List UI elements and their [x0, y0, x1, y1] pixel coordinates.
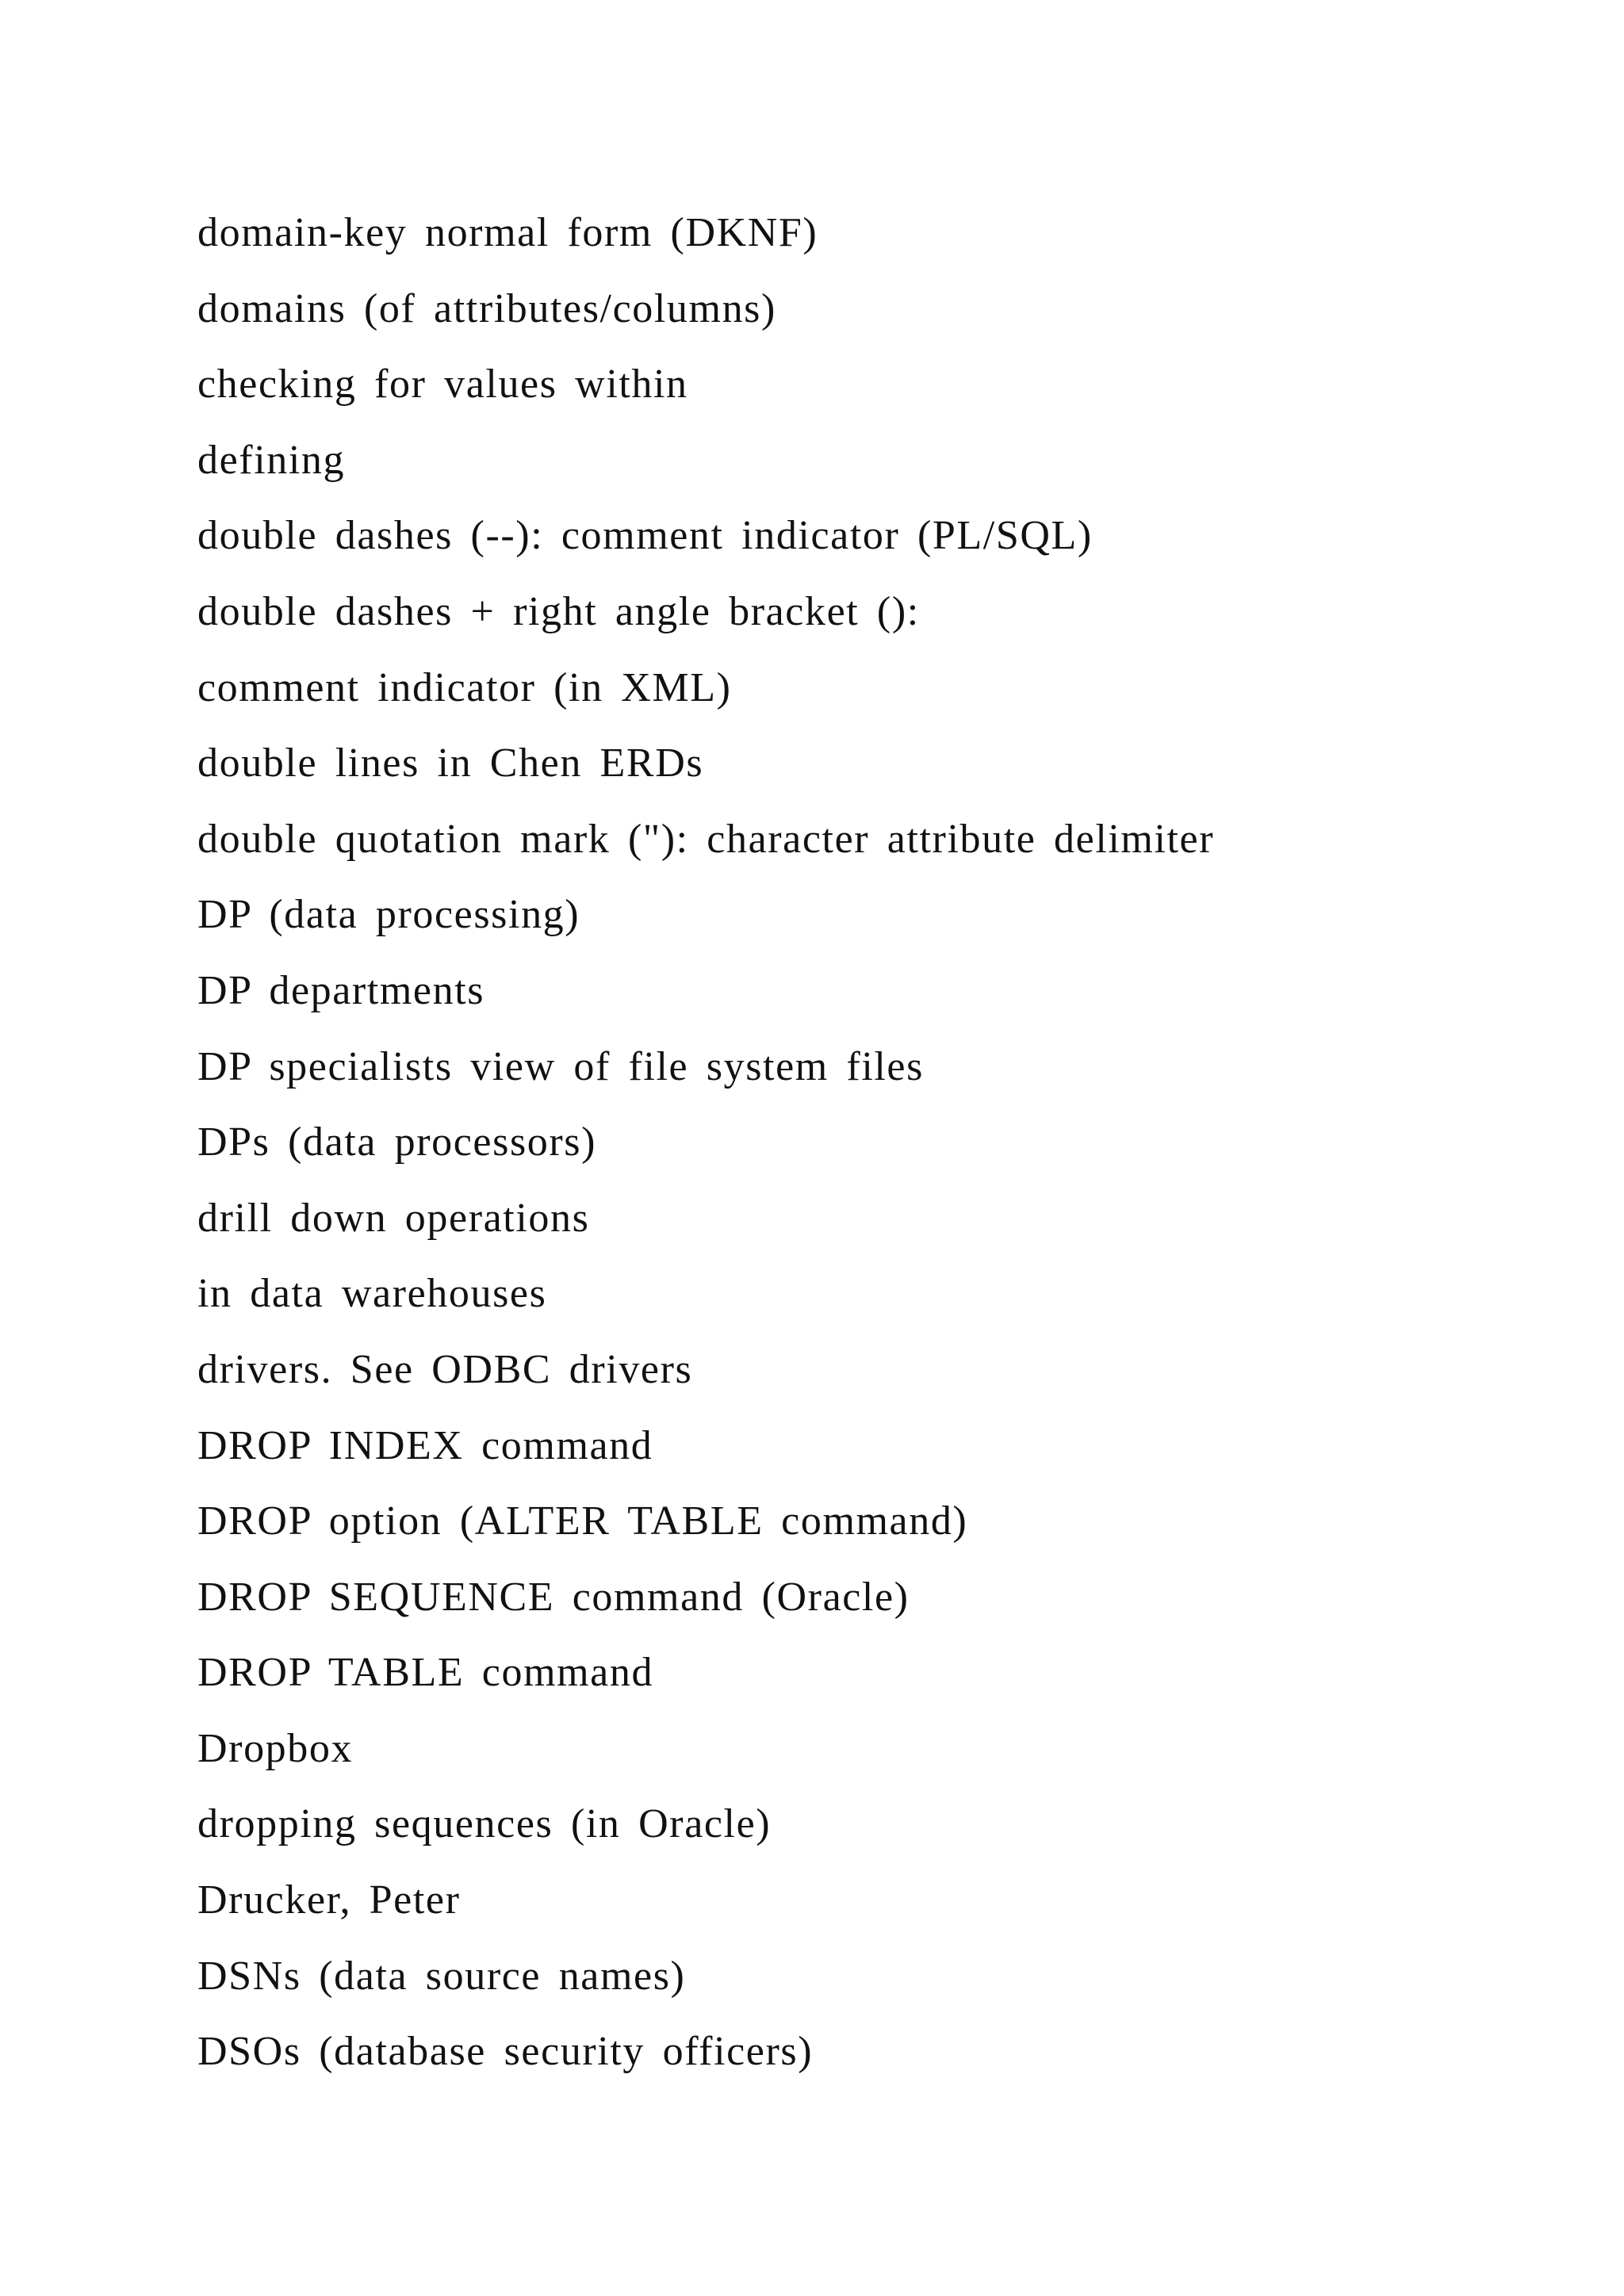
index-entry: double dashes + right angle bracket (): [197, 588, 920, 634]
index-entry: Dropbox [197, 1725, 354, 1771]
index-entry: checking for values within [197, 362, 688, 408]
index-entry: DROP INDEX command [197, 1422, 653, 1468]
index-entry: drill down operations [197, 1195, 590, 1241]
index-entry: dropping sequences (in Oracle) [197, 1801, 772, 1847]
index-entry: defining [197, 437, 346, 483]
index-entry: domains (of attributes/columns) [197, 285, 776, 331]
index-entry-list [197, 195, 1585, 2090]
index-entry: double lines in Chen ERDs [197, 740, 704, 786]
index-entry: comment indicator (in XML) [197, 664, 732, 710]
index-entry: DROP TABLE command [197, 1650, 654, 1696]
index-entry: DROP SEQUENCE command (Oracle) [197, 1574, 910, 1620]
index-entry: drivers. See ODBC drivers [197, 1346, 693, 1392]
index-entry: DP (data processing) [197, 892, 580, 938]
index-entry: DROP option (ALTER TABLE command) [197, 1498, 968, 1544]
index-entry: double dashes (--): comment indicator (PL/SQL) [197, 513, 1093, 559]
index-entry: DSNs (data source names) [197, 1953, 686, 1999]
index-entry: domain-key normal form (DKNF) [197, 210, 818, 255]
index-entry: DSOs (database security officers) [197, 2029, 814, 2075]
index-entry: DP departments [197, 967, 485, 1013]
index-entry: DPs (data processors) [197, 1119, 597, 1165]
index-entry: double quotation mark ("): character attribute delimiter [197, 816, 1215, 862]
index-entry: DP specialists view of file system files [197, 1043, 924, 1089]
index-entry: in data warehouses [197, 1271, 547, 1317]
index-entry: Drucker, Peter [197, 1877, 461, 1923]
